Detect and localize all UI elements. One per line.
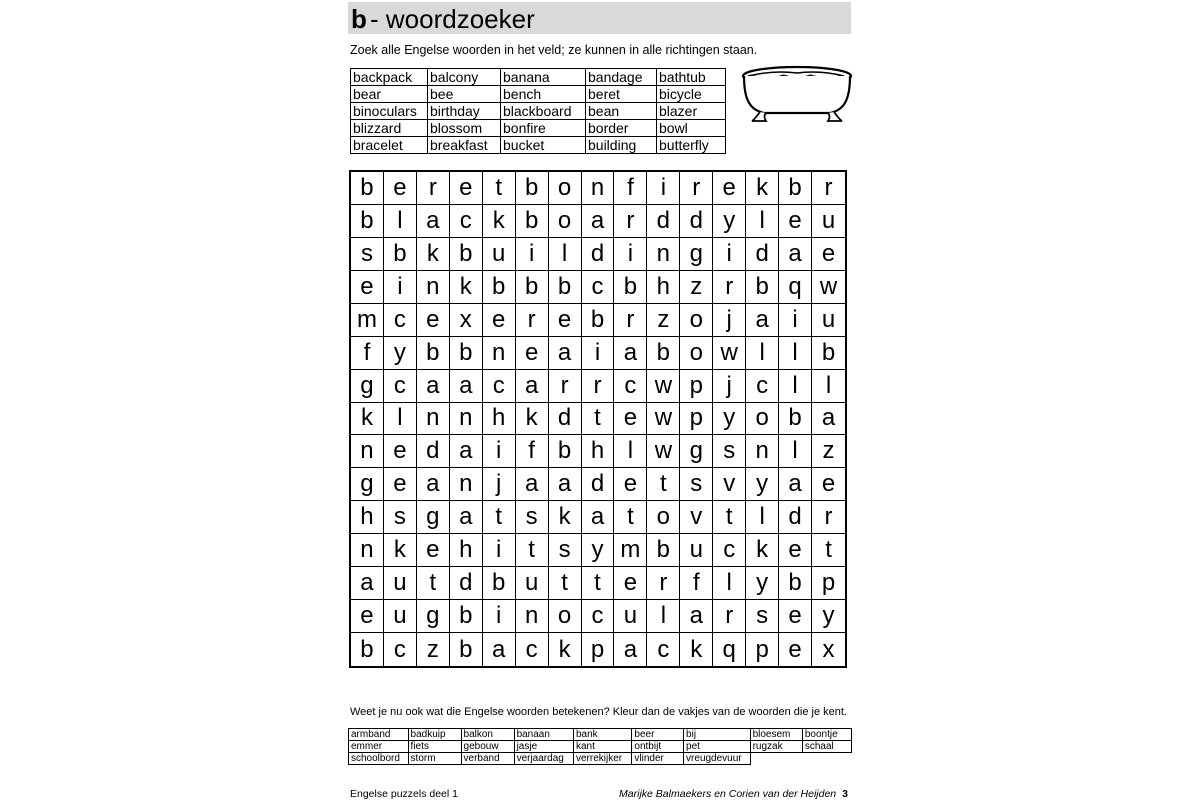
grid-cell[interactable]: e [384,435,417,468]
word-cell: blackboard [501,103,586,120]
grid-cell[interactable]: u [384,567,417,600]
word-cell: bean [586,103,657,120]
grid-cell[interactable]: z [417,633,450,666]
word-cell: bucket [501,137,586,154]
grid-cell[interactable]: i [582,337,615,370]
grid-cell[interactable]: g [351,370,384,403]
grid-cell[interactable]: e [417,304,450,337]
grid-cell[interactable]: e [483,304,516,337]
grid-cell[interactable]: a [417,468,450,501]
grid-cell[interactable]: n [746,435,779,468]
grid-cell[interactable]: e [450,172,483,205]
grid-cell[interactable]: p [746,633,779,666]
word-cell: banana [501,69,586,86]
grid-cell[interactable]: b [450,337,483,370]
grid-cell[interactable]: l [812,370,845,403]
instruction-text: Zoek alle Engelse woorden in het veld; ze kunnen in alle richtingen staan. [350,43,758,57]
grid-cell[interactable]: c [713,534,746,567]
grid-cell[interactable]: l [779,370,812,403]
grid-cell[interactable]: b [450,238,483,271]
word-cell: bench [501,86,586,103]
grid-cell[interactable]: j [483,468,516,501]
grid-cell[interactable]: t [582,403,615,436]
grid-cell[interactable]: z [812,435,845,468]
translation-cell[interactable]: emmer [349,741,409,753]
grid-cell[interactable]: b [450,600,483,633]
grid-cell[interactable]: b [516,205,549,238]
grid-cell[interactable]: e [779,534,812,567]
grid-cell[interactable]: k [549,633,582,666]
grid-cell[interactable]: k [417,238,450,271]
grid-cell[interactable]: e [614,468,647,501]
grid-cell[interactable]: l [746,205,779,238]
grid-cell[interactable]: k [746,172,779,205]
grid-cell[interactable]: o [647,501,680,534]
letter-grid [349,170,847,668]
footer-credits [619,788,848,800]
grid-cell[interactable]: d [549,403,582,436]
grid-cell[interactable]: c [384,633,417,666]
grid-cell[interactable]: c [582,600,615,633]
grid-cell[interactable]: s [680,468,713,501]
grid-cell[interactable]: q [779,271,812,304]
grid-cell[interactable]: b [351,172,384,205]
grid-cell[interactable]: y [746,468,779,501]
grid-cell[interactable]: r [713,600,746,633]
grid-cell[interactable]: a [450,435,483,468]
grid-cell[interactable]: o [549,172,582,205]
grid-cell[interactable]: a [614,633,647,666]
translation-cell[interactable]: jasje [514,741,573,753]
grid-cell[interactable]: b [779,172,812,205]
grid-cell[interactable]: f [680,567,713,600]
grid-cell[interactable]: e [812,238,845,271]
worksheet-page [348,0,852,800]
grid-cell[interactable]: h [647,271,680,304]
grid-cell[interactable]: w [713,337,746,370]
grid-cell[interactable]: u [812,205,845,238]
grid-cell[interactable]: a [779,468,812,501]
translation-cell[interactable]: beer [632,729,684,741]
grid-cell[interactable]: e [779,633,812,666]
grid-cell[interactable]: t [647,468,680,501]
grid-cell[interactable]: r [417,172,450,205]
grid-cell[interactable]: f [614,172,647,205]
translation-cell[interactable]: gebouw [461,741,514,753]
grid-cell[interactable]: u [516,567,549,600]
grid-cell[interactable]: a [614,337,647,370]
grid-cell[interactable]: n [351,435,384,468]
grid-cell[interactable]: a [549,337,582,370]
grid-cell[interactable]: e [384,172,417,205]
grid-cell[interactable]: d [582,468,615,501]
word-cell: bonfire [501,120,586,137]
grid-cell[interactable]: e [779,205,812,238]
translation-cell[interactable]: badkuip [408,729,461,741]
grid-cell[interactable]: c [483,370,516,403]
grid-cell[interactable]: e [384,468,417,501]
grid-cell[interactable]: v [713,468,746,501]
grid-cell[interactable]: i [516,238,549,271]
translation-cell[interactable]: storm [408,753,461,765]
grid-cell[interactable]: m [351,304,384,337]
grid-cell[interactable]: l [549,238,582,271]
grid-cell[interactable]: n [417,403,450,436]
grid-cell[interactable]: l [384,205,417,238]
grid-cell[interactable]: t [483,501,516,534]
grid-cell[interactable]: a [483,633,516,666]
grid-cell[interactable]: c [647,633,680,666]
grid-cell[interactable]: y [713,403,746,436]
translation-cell[interactable]: schoolbord [349,753,409,765]
grid-cell[interactable]: b [384,238,417,271]
grid-cell[interactable]: a [582,501,615,534]
grid-cell[interactable]: l [614,435,647,468]
grid-cell[interactable]: s [549,534,582,567]
grid-cell[interactable]: b [516,172,549,205]
translation-cell[interactable]: rugzak [750,741,802,753]
word-list-table [350,68,726,154]
grid-cell[interactable]: o [549,600,582,633]
translation-cell[interactable]: boontje [802,729,851,741]
grid-cell[interactable]: x [822,635,835,663]
grid-cell[interactable]: n [647,238,680,271]
grid-cell[interactable]: s [516,501,549,534]
grid-cell[interactable]: r [549,370,582,403]
grid-cell[interactable]: c [516,633,549,666]
grid-cell[interactable]: v [680,501,713,534]
grid-cell[interactable]: b [351,633,384,666]
word-cell: building [586,137,657,154]
grid-cell[interactable]: g [351,468,384,501]
grid-cell[interactable]: d [450,567,483,600]
grid-cell[interactable]: y [384,337,417,370]
grid-cell[interactable]: p [680,370,713,403]
translation-cell [802,753,851,765]
grid-cell[interactable]: l [384,403,417,436]
grid-cell[interactable]: i [483,600,516,633]
grid-cell[interactable]: i [713,238,746,271]
grid-cell[interactable]: h [450,534,483,567]
grid-cell[interactable]: r [647,567,680,600]
footer-author: Marijke Balmaekers en Corien van der Heijden [619,788,837,800]
grid-cell[interactable]: r [713,271,746,304]
grid-cell[interactable]: e [351,600,384,633]
grid-cell[interactable]: c [384,370,417,403]
title-bar [348,2,851,34]
grid-cell[interactable]: h [483,403,516,436]
word-list-row [351,103,726,120]
word-cell: backpack [351,69,428,86]
grid-cell[interactable]: k [483,205,516,238]
translation-cell[interactable]: fiets [408,741,461,753]
translation-row [349,741,852,753]
grid-cell[interactable]: a [746,304,779,337]
grid-cell[interactable]: e [614,567,647,600]
grid-cell[interactable]: g [417,501,450,534]
translation-cell [750,753,802,765]
grid-cell[interactable]: e [417,534,450,567]
translation-cell[interactable]: vlinder [632,753,684,765]
word-cell: blazer [657,103,726,120]
grid-cell[interactable]: a [680,600,713,633]
grid-cell[interactable]: s [746,600,779,633]
grid-cell[interactable]: a [516,468,549,501]
grid-cell[interactable]: b [483,271,516,304]
grid-cell[interactable]: b [746,271,779,304]
grid-cell[interactable]: d [417,435,450,468]
grid-cell[interactable]: b [351,205,384,238]
grid-cell[interactable]: a [779,238,812,271]
translation-cell[interactable]: bij [684,729,751,741]
grid-cell[interactable]: t [516,534,549,567]
translation-table [348,728,852,765]
grid-cell[interactable]: l [746,337,779,370]
grid-cell[interactable]: a [450,370,483,403]
word-cell: birthday [428,103,501,120]
grid-cell[interactable]: k [516,403,549,436]
grid-cell[interactable]: g [680,435,713,468]
grid-cell[interactable]: n [351,534,384,567]
translation-cell[interactable]: balkon [461,729,514,741]
grid-cell[interactable]: w [647,370,680,403]
word-list-row [351,69,726,86]
grid-cell[interactable]: f [516,435,549,468]
grid-cell[interactable]: a [812,403,845,436]
grid-cell[interactable]: n [417,271,450,304]
grid-cell[interactable]: i [384,271,417,304]
word-cell: border [586,120,657,137]
grid-cell[interactable]: k [549,501,582,534]
grid-cell[interactable]: b [779,567,812,600]
grid-cell[interactable]: a [516,370,549,403]
translation-cell[interactable]: schaal [802,741,851,753]
grid-cell[interactable]: f [351,337,384,370]
translation-row [349,729,852,741]
translation-cell[interactable]: verjaardag [514,753,573,765]
grid-cell[interactable]: b [450,633,483,666]
word-cell: balcony [428,69,501,86]
word-cell: blizzard [351,120,428,137]
grid-cell[interactable]: l [713,567,746,600]
grid-cell[interactable]: i [614,238,647,271]
question-text: Weet je nu ook wat die Engelse woorden betekenen? Kleur dan de vakjes van de woorden die je kent. [350,706,847,718]
grid-cell[interactable]: z [647,304,680,337]
footer-series: Engelse puzzels deel 1 [350,788,458,800]
grid-cell[interactable]: i [483,435,516,468]
word-cell: bandage [586,69,657,86]
grid-cell[interactable]: c [746,370,779,403]
grid-cell[interactable]: b [483,567,516,600]
grid-cell[interactable]: n [582,172,615,205]
title-text: - woordzoeker [370,4,535,34]
word-cell: bathtub [657,69,726,86]
grid-cell[interactable]: t [713,501,746,534]
grid-cell[interactable]: o [680,337,713,370]
grid-cell[interactable]: i [779,304,812,337]
word-cell: beret [586,86,657,103]
grid-cell[interactable]: j [713,304,746,337]
grid-cell[interactable]: d [746,238,779,271]
word-list-row [351,120,726,137]
translation-cell[interactable]: ontbijt [632,741,684,753]
grid-cell[interactable]: e [516,337,549,370]
grid-cell[interactable]: k [680,633,713,666]
grid-cell[interactable]: y [746,567,779,600]
word-list-row [351,137,726,154]
grid-cell[interactable]: b [647,534,680,567]
grid-cell[interactable]: w [812,271,845,304]
grid-cell[interactable]: x [450,304,483,337]
word-cell: bee [428,86,501,103]
grid-cell[interactable]: l [779,435,812,468]
grid-cell[interactable]: t [812,534,845,567]
grid-cell[interactable]: u [680,534,713,567]
grid-cell[interactable]: m [614,534,647,567]
grid-cell[interactable]: p [812,567,845,600]
grid-cell[interactable]: z [680,271,713,304]
grid-cell[interactable]: b [516,271,549,304]
grid-cell[interactable]: b [549,435,582,468]
grid-cell[interactable]: r [516,304,549,337]
title-letter: b [351,4,367,34]
page-number: 3 [842,788,848,800]
grid-cell[interactable]: e [351,271,384,304]
grid-cell[interactable]: e [549,304,582,337]
grid-cell[interactable]: r [582,370,615,403]
grid-cell[interactable]: e [779,600,812,633]
grid-cell[interactable]: r [812,172,845,205]
grid-cell[interactable]: b [614,271,647,304]
translation-cell[interactable]: armband [349,729,409,741]
grid-cell[interactable]: p [680,403,713,436]
grid-cell[interactable]: s [351,238,384,271]
grid-cell[interactable]: t [614,501,647,534]
grid-cell[interactable]: n [483,337,516,370]
grid-cell[interactable]: a [351,567,384,600]
grid-cell[interactable]: j [713,370,746,403]
grid-cell[interactable]: b [812,337,845,370]
grid-cell[interactable]: b [549,271,582,304]
word-cell: butterfly [657,137,726,154]
grid-cell[interactable]: d [779,501,812,534]
translation-row [349,753,852,765]
translation-cell[interactable]: verrekijker [573,753,631,765]
grid-cell[interactable]: w [647,435,680,468]
grid-cell[interactable]: t [549,567,582,600]
grid-cell[interactable]: y [713,205,746,238]
grid-cell[interactable]: g [680,238,713,271]
grid-cell[interactable]: o [746,403,779,436]
word-cell: binoculars [351,103,428,120]
grid-cell[interactable]: y [812,600,845,633]
grid-cell[interactable]: k [746,534,779,567]
translation-cell[interactable]: bloesem [750,729,802,741]
grid-cell[interactable]: t [417,567,450,600]
grid-cell[interactable]: o [680,304,713,337]
grid-cell[interactable]: g [417,600,450,633]
grid-cell[interactable]: n [450,468,483,501]
grid-cell[interactable]: c [582,271,615,304]
grid-cell[interactable]: u [614,600,647,633]
translation-cell[interactable]: banaan [514,729,573,741]
translation-cell[interactable]: verband [461,753,514,765]
translation-cell[interactable]: vreugdevuur [684,753,751,765]
grid-cell[interactable]: b [417,337,450,370]
word-cell: bicycle [657,86,726,103]
word-cell: bracelet [351,137,428,154]
word-cell: bowl [657,120,726,137]
word-list-row [351,86,726,103]
grid-cell[interactable]: a [582,205,615,238]
grid-cell[interactable]: s [713,435,746,468]
grid-cell[interactable]: a [450,501,483,534]
grid-cell[interactable]: k [450,271,483,304]
grid-cell[interactable]: r [614,205,647,238]
grid-cell[interactable]: a [549,468,582,501]
grid-cell[interactable]: l [746,501,779,534]
grid-cell[interactable]: b [647,337,680,370]
grid-cell[interactable]: a [417,370,450,403]
grid-cell[interactable]: k [351,403,384,436]
translation-cell[interactable]: kant [573,741,631,753]
bathtub-illustration [740,62,854,124]
grid-cell[interactable]: d [647,205,680,238]
grid-cell[interactable]: c [614,370,647,403]
grid-cell[interactable]: k [384,534,417,567]
grid-cell[interactable]: u [812,304,845,337]
grid-cell[interactable]: c [450,205,483,238]
grid-cell[interactable]: n [516,600,549,633]
grid-cell[interactable]: i [647,172,680,205]
grid-cell[interactable]: e [812,468,845,501]
grid-cell[interactable]: s [384,501,417,534]
grid-cell[interactable]: b [582,304,615,337]
grid-cell[interactable]: l [647,600,680,633]
grid-cell[interactable]: e [713,172,746,205]
grid-cell[interactable]: r [680,172,713,205]
grid-cell[interactable]: d [680,205,713,238]
translation-cell[interactable]: bank [573,729,631,741]
word-cell: breakfast [428,137,501,154]
grid-cell[interactable]: y [582,534,615,567]
grid-cell[interactable]: b [779,403,812,436]
grid-cell[interactable]: c [384,304,417,337]
grid-cell[interactable]: t [582,567,615,600]
grid-cell[interactable]: r [812,501,845,534]
grid-cell[interactable]: i [483,534,516,567]
word-cell: blossom [428,120,501,137]
grid-cell[interactable]: d [582,238,615,271]
grid-cell[interactable]: l [779,337,812,370]
grid-cell[interactable]: a [417,205,450,238]
grid-cell[interactable]: r [614,304,647,337]
grid-cell[interactable]: t [483,172,516,205]
grid-cell[interactable]: n [450,403,483,436]
grid-cell[interactable]: p [582,633,615,666]
grid-cell[interactable]: u [483,238,516,271]
grid-cell[interactable]: o [549,205,582,238]
grid-cell[interactable]: e [614,403,647,436]
grid-cell[interactable]: u [384,600,417,633]
grid-cell[interactable]: w [647,403,680,436]
word-cell: bear [351,86,428,103]
grid-cell[interactable]: q [713,633,746,666]
grid-cell[interactable]: h [582,435,615,468]
grid-cell[interactable]: h [351,501,384,534]
translation-cell[interactable]: pet [684,741,751,753]
